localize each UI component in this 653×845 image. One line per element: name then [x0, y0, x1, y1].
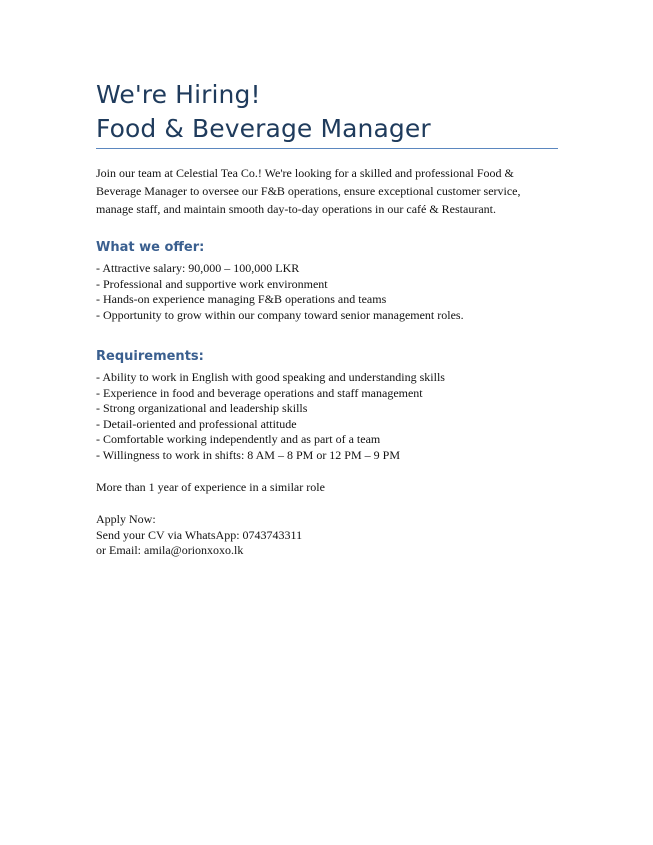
- experience-note: More than 1 year of experience in a similar role: [96, 480, 325, 494]
- list-item: - Hands-on experience managing F&B operations and teams: [96, 292, 387, 307]
- apply-email: or Email: amila@orionxoxo.lk: [96, 543, 244, 558]
- apply-section: [96, 512, 302, 559]
- list-item: - Detail-oriented and professional attitude: [96, 416, 297, 431]
- requirements-list: [96, 370, 566, 464]
- list-item: - Experience in food and beverage operations and staff management: [96, 385, 423, 400]
- offer-heading: What we offer:: [96, 240, 205, 255]
- list-item: - Professional and supportive work environment: [96, 276, 328, 291]
- title-divider: [96, 148, 558, 149]
- requirements-heading: Requirements:: [96, 349, 204, 364]
- offer-list: [96, 261, 566, 323]
- apply-heading: Apply Now:: [96, 512, 156, 526]
- list-item: - Comfortable working independently and as part of a team: [96, 432, 381, 447]
- list-item: - Opportunity to grow within our company toward senior management roles.: [96, 307, 464, 322]
- title-line-hiring: We're Hiring!: [96, 80, 261, 109]
- intro-paragraph: Join our team at Celestial Tea Co.! We're looking for a skilled and professional Food & Beverage Manager to oversee our F&B operations, ensure exceptional customer service, manage staff, and maintain smooth day-to-day operations in our café & Restaurant.: [96, 166, 521, 216]
- title-line-position: Food & Beverage Manager: [96, 114, 431, 143]
- apply-whatsapp: Send your CV via WhatsApp: 0743743311: [96, 527, 303, 542]
- list-item: - Strong organizational and leadership skills: [96, 401, 308, 416]
- list-item: - Willingness to work in shifts: 8 AM – 8 PM or 12 PM – 9 PM: [96, 447, 400, 462]
- page-title: [96, 78, 560, 146]
- list-item: - Ability to work in English with good speaking and understanding skills: [96, 370, 445, 384]
- list-item: - Attractive salary: 90,000 – 100,000 LKR: [96, 261, 300, 275]
